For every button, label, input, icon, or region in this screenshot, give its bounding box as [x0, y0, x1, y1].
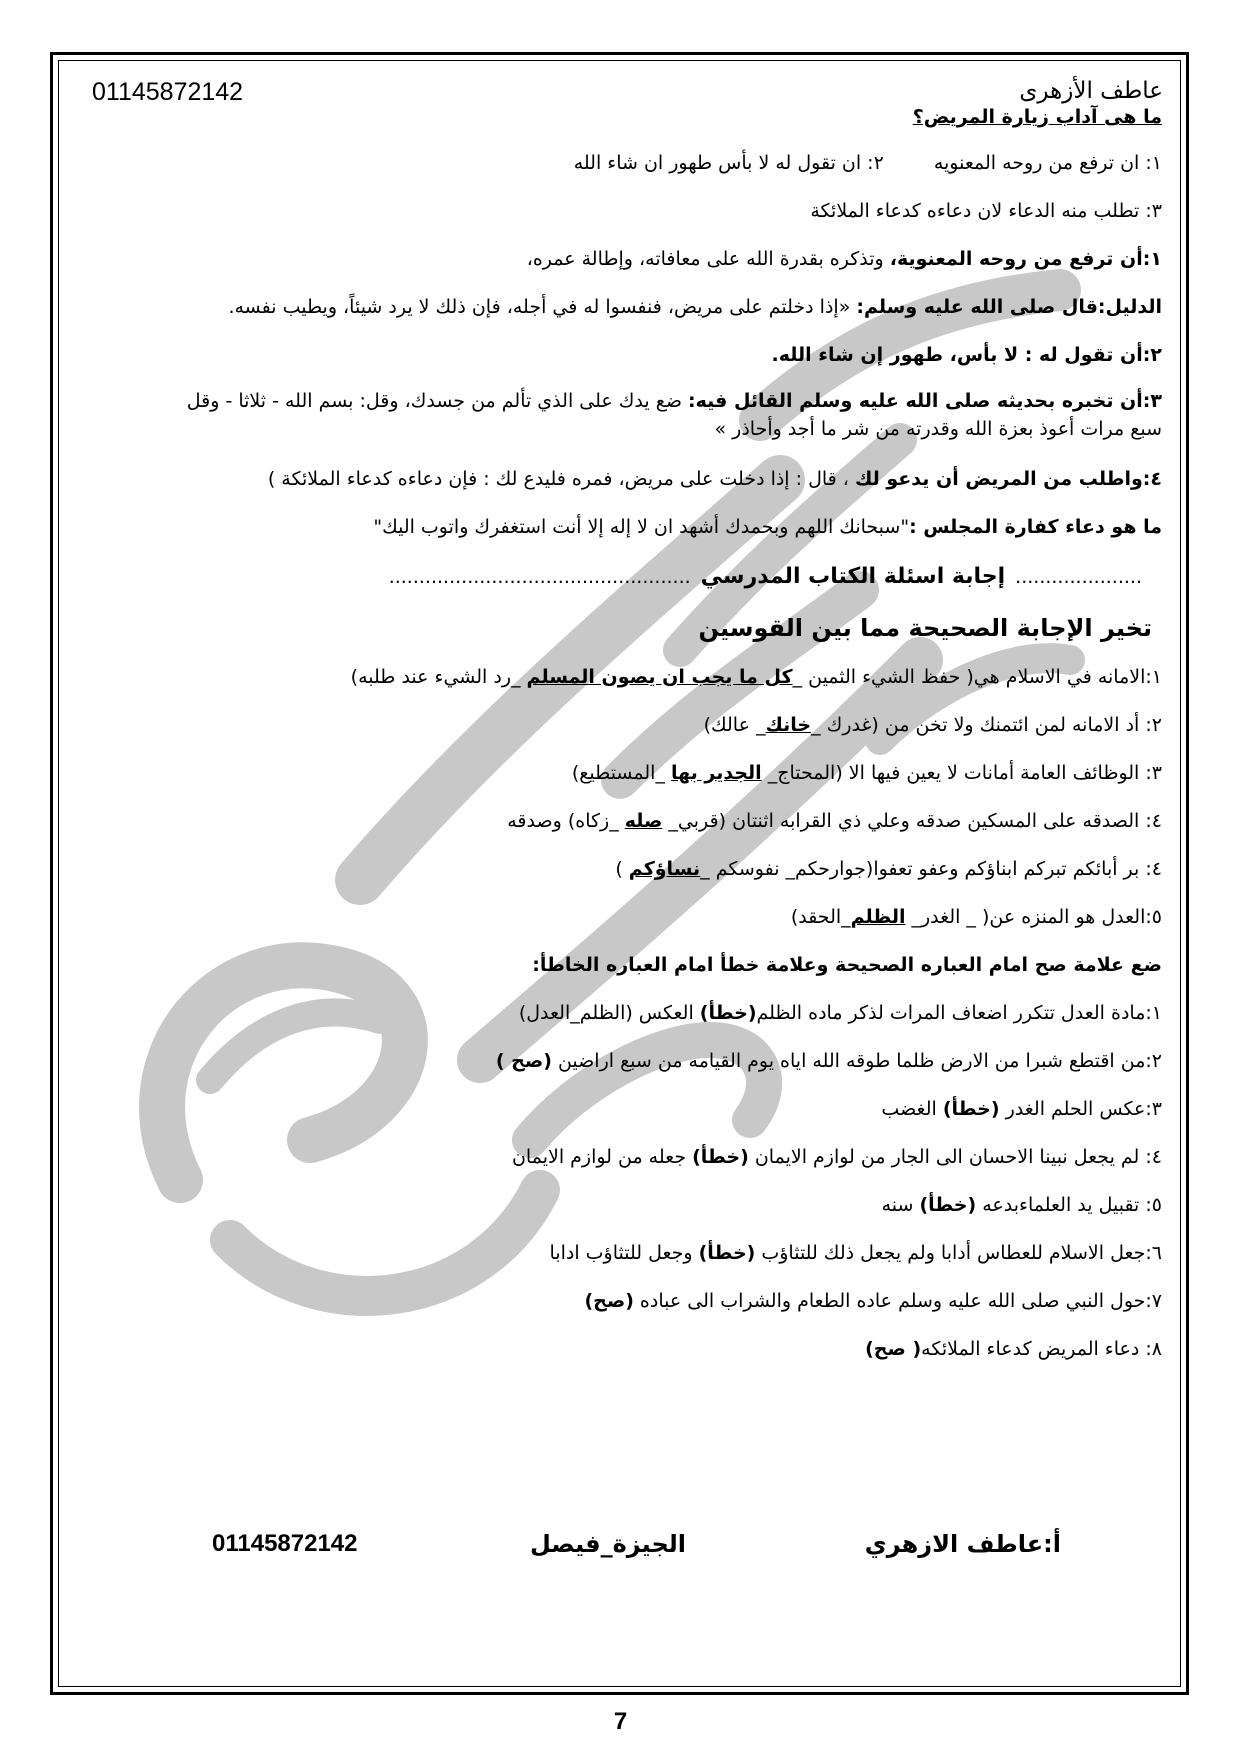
true-false-section-title: ضع علامة صح امام العباره الصحيحة وعلامة خطأ امام العباره الخاطأ: — [532, 954, 1162, 976]
visit-point-2: ٢:أن تقول له : لا بأس، طهور إن شاء الله. — [771, 344, 1162, 366]
tf-item-5: ٥: تقبيل يد العلماءبدعه (خطأ) سنه — [881, 1194, 1162, 1216]
book-answers-heading: .....................إجابة اسئلة الكتاب المدرسي.................................................. — [388, 564, 1142, 589]
visit-summary-line-2: ٣: تطلب منه الدعاء لان دعاءه كدعاء الملائكة — [810, 200, 1162, 222]
choose-item-5: ٤: بر أبائكم تبركم ابناؤكم وعفو تعفوا(جوارحكم_ نفوسكم _نساؤكم ) — [615, 858, 1162, 880]
choose-item-4: ٤: الصدقه على المسكين صدقه وعلي ذي القرابه اثنتان (قربي_ صله _زكاه) وصدقه — [507, 810, 1162, 832]
tf-item-2: ٢:من اقتطع شبرا من الارض ظلما طوقه الله اياه يوم القيامه من سبع اراضين (صح ) — [495, 1050, 1162, 1072]
tf-item-4: ٤: لم يجعل نبينا الاحسان الى الجار من لوازم الايمان (خطأ) جعله من لوازم الايمان — [511, 1146, 1162, 1168]
choose-item-6: ٥:العدل هو المنزه عن( _ الغدر_ الظلم_الحقد) — [790, 906, 1162, 928]
visit-question: ما هى آداب زيارة المريض؟ — [912, 106, 1162, 128]
choose-item-3: ٣: الوظائف العامة أمانات لا يعين فيها الا (المحتاج_ الجدير بها _المستطيع) — [571, 762, 1162, 784]
choose-item-1: ١:الامانه في الاسلام هي( حفظ الشيء الثمين _كل ما يجب ان يصون المسلم _رد الشيء عند طلبه) — [350, 666, 1162, 688]
tf-item-8: ٨: دعاء المريض كدعاء الملائكه( صح) — [865, 1338, 1162, 1360]
visit-evidence: الدليل:قال صلى الله عليه وسلم: «إذا دخلتم على مريض، فنفسوا له في أجله، فإن ذلك لا يرد شيئاً، ويطيب نفسه. — [228, 296, 1162, 318]
header-author: عاطف الأزهرى — [1019, 78, 1163, 104]
choose-section-title: تخير الإجابة الصحيحة مما بين القوسين — [698, 614, 1152, 642]
visit-point-1: ١:أن ترفع من روحه المعنوية، وتذكره بقدرة الله على معافاته، وإطالة عمره، — [526, 248, 1162, 270]
majlis-dua: ما هو دعاء كفارة المجلس :"سبحانك اللهم وبحمدك أشهد ان لا إله إلا أنت استغفرك واتوب اليك" — [373, 516, 1162, 538]
footer-phone: 01145872142 — [212, 1530, 358, 1557]
visit-point-3-line-2: سبع مرات أعوذ بعزة الله وقدرته من شر ما أجد وأحاذر » — [714, 418, 1162, 440]
choose-item-2: ٢: أد الامانه لمن ائتمنك ولا تخن من (غدرك _خانك_ عالك) — [703, 714, 1162, 736]
tf-item-1: ١:مادة العدل تتكرر اضعاف المرات لذكر ماده الظلم(خطأ) العكس (الظلم_العدل) — [518, 1002, 1162, 1024]
header-phone: 01145872142 — [92, 78, 244, 106]
page-number: 7 — [613, 1708, 628, 1735]
tf-item-7: ٧:حول النبي صلى الله عليه وسلم عاده الطعام والشراب الى عباده (صح) — [584, 1290, 1162, 1312]
tf-item-6: ٦:جعل الاسلام للعطاس أدابا ولم يجعل ذلك للتثاؤب (خطأ) وجعل للتثاؤب ادابا — [549, 1242, 1162, 1264]
footer-place: الجيزة_فيصل — [530, 1530, 687, 1558]
visit-point-4: ٤:واطلب من المريض أن يدعو لك ، قال : إذا دخلت على مريض، فمره فليدع لك : فإن دعاءه كدعاء الملائكة ) — [267, 468, 1162, 490]
footer-author: أ:عاطف الازهري — [864, 1530, 1061, 1558]
tf-item-3: ٣:عكس الحلم الغدر (خطأ) الغضب — [881, 1098, 1162, 1120]
visit-summary-line-1: ١: ان ترفع من روحه المعنويه٢: ان تقول له لا بأس طهور ان شاء الله — [573, 152, 1162, 174]
visit-point-3-line-1: ٣:أن تخبره بحديثه صلى الله عليه وسلم القائل فيه: ضع يدك على الذي تألم من جسدك، وقل: بسم الله - ثلاثا - وقل — [186, 390, 1162, 412]
